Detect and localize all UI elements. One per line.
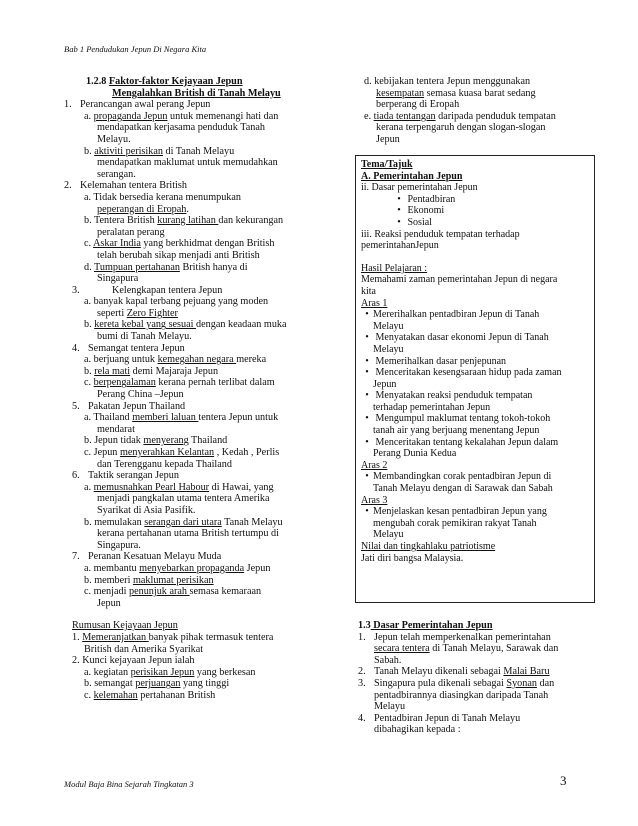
- bullet-item-cont: Melayu: [373, 343, 404, 355]
- syllabus-box: [355, 155, 595, 603]
- bullet-item-cont: Perang Dunia Kedua: [373, 448, 457, 460]
- bullet-icon: •: [365, 436, 369, 448]
- bullet-icon: •: [365, 506, 369, 518]
- list-item-cont: Sabah.: [374, 654, 402, 666]
- list-item-cont: mendapatkan kerjasama penduduk Tanah: [97, 122, 265, 134]
- list-item-cont: Perang China –Jepun: [97, 389, 184, 401]
- list-item: c. Jepun menyerahkan Kelantan , Kedah , Perlis: [84, 447, 280, 458]
- theme-a-title: A. Pemerintahan Jepun: [361, 170, 463, 182]
- list-item-cont: mendarat: [97, 423, 135, 435]
- list-item: 4. Semangat tentera Jepun: [72, 342, 185, 354]
- values-title: Nilai dan tingkahlaku patriotisme: [361, 541, 496, 552]
- list-item: 4. Pentadbiran Jepun di Tanah Melayu: [358, 712, 521, 724]
- bullet-item: • Menceritakan tentang kekalahan Jepun dalam: [361, 437, 589, 449]
- list-item-cont: Singapura: [97, 273, 139, 285]
- list-item-cont: Singapura.: [97, 539, 141, 551]
- summary-title: Rumusan Kejayaan Jepun: [72, 620, 178, 632]
- page-number: 3: [560, 773, 567, 788]
- bullet-icon: •: [365, 413, 369, 425]
- list-item: 2. Kelemahan tentera British: [64, 180, 187, 192]
- list-item: b. memberi maklumat perisikan: [84, 574, 214, 586]
- list-item: d. kebijakan tentera Jepun menggunakan: [364, 76, 531, 87]
- list-item: d. Tumpuan pertahanan British hanya di: [84, 261, 248, 273]
- subtopic: ii. Dasar pemerintahan Jepun: [361, 182, 478, 194]
- list-item-cont: seperti Zero Fighter: [97, 307, 178, 319]
- list-item-cont: telah berubah sikap menjadi anti British: [97, 249, 260, 261]
- list-item: a. memusnahkan Pearl Habour di Hawai, yang: [84, 481, 274, 493]
- bullet-item-cont: tanah air yang berjuang menentang Jepun: [373, 425, 540, 437]
- subtopic: iii. Reaksi penduduk tempatan terhadap: [361, 228, 520, 240]
- list-item-cont: dan Terengganu kepada Thailand: [97, 458, 232, 470]
- list-item: b. kereta kebal yang sesuai dengan keadaan muka: [84, 319, 287, 331]
- list-item: 1. Jepun telah memperkenalkan pemerintahan: [358, 631, 551, 643]
- list-item: 6. Taktik serangan Jepun: [72, 470, 179, 482]
- list-item: b. memulakan serangan dari utara Tanah Melayu: [84, 516, 283, 528]
- running-footer: Modul Baja Bina Sejarah Tingkatan 3: [64, 779, 194, 789]
- list-item-cont: peperangan di Eropah.: [97, 203, 189, 215]
- list-item-cont: dibahagikan kepada :: [374, 724, 461, 736]
- list-item-cont: serangan.: [97, 168, 136, 180]
- list-item: c. Askar India yang berkhidmat dengan British: [84, 238, 275, 250]
- bullet-item: • Mererihalkan pentadbiran Jepun di Tanah: [361, 309, 589, 321]
- section-title-line2: Mengalahkan British di Tanah Melayu: [112, 87, 281, 99]
- list-item-cont: kerana pertahanan utama British tertumpu di: [97, 528, 279, 540]
- bullet-item-cont: Jepun: [373, 378, 397, 390]
- list-item: 3. Kelengkapan tentera Jepun: [72, 284, 223, 296]
- bullet-item: • Membandingkan corak pentadbiran Jepun di: [361, 471, 589, 483]
- section-heading: 1.2.8 Faktor-faktor Kejayaan Jepun: [86, 76, 243, 87]
- bullet-item: • Memerihalkan dasar penjepunan: [361, 356, 589, 368]
- list-item: a. Thailand memberi laluan tentera Jepun untuk: [84, 412, 279, 424]
- list-item-cont: bumi di Tanah Melayu.: [97, 331, 192, 343]
- section-1-3: [358, 620, 593, 736]
- bullet-item-cont: Tanah Melayu dengan di Sarawak dan Sabah: [373, 483, 553, 495]
- level-title: Aras 3: [361, 494, 388, 506]
- bullet-icon: •: [365, 471, 369, 483]
- left-column: [64, 76, 334, 701]
- list-item: 1. Perancangan awal perang Jepun: [64, 99, 211, 111]
- bullet-item: • Ekonomi: [361, 205, 589, 217]
- list-item: c. kelemahan pertahanan British: [84, 689, 216, 701]
- bullet-item: • Menjelaskan kesan pentadbiran Jepun yang: [361, 506, 589, 518]
- list-item: b. Jepun tidak menyerang Thailand: [84, 435, 228, 447]
- list-item: 7. Peranan Kesatuan Melayu Muda: [72, 551, 222, 563]
- list-item-cont: kerana terpengaruh dengan slogan-slogan: [376, 122, 546, 134]
- list-item-cont: Melayu: [374, 701, 406, 713]
- bullet-icon: •: [397, 193, 401, 205]
- list-item-cont: Melayu.: [97, 133, 131, 145]
- list-item-cont: Syarikat di Asia Pasifik.: [97, 504, 196, 516]
- bullet-icon: •: [397, 205, 401, 217]
- list-item-cont: berperang di Eropah: [376, 99, 460, 111]
- bullet-item-cont: mengubah corak pemikiran rakyat Tanah: [373, 517, 537, 529]
- bullet-item: • Menyatakan reaksi penduduk tempatan: [361, 390, 589, 402]
- subtopic-cont: pemerintahanJepun: [361, 240, 439, 252]
- list-item: a. membantu menyebarkan propaganda Jepun: [84, 562, 271, 574]
- list-item: a. kegiatan perisikan Jepun yang berkesan: [84, 666, 256, 678]
- list-item-cont: secara tentera di Tanah Melayu, Sarawak dan: [374, 643, 559, 655]
- list-item: b. aktiviti perisikan di Tanah Melayu: [84, 145, 235, 157]
- list-item: a. berjuang untuk kemegahan negara mereka: [84, 354, 267, 366]
- list-item: a. propaganda Jepun untuk memenangi hati dan: [84, 110, 279, 122]
- bullet-icon: •: [365, 355, 369, 367]
- bullet-item: • Sosial: [361, 217, 589, 229]
- list-item: 3. Singapura pula dikenali sebagai Syonan dan: [358, 677, 555, 689]
- list-item-cont: kesempatan semasa kuasa barat sedang: [376, 87, 536, 99]
- bullet-icon: •: [397, 216, 401, 228]
- bullet-item: • Mengumpul maklumat tentang tokoh-tokoh: [361, 413, 589, 425]
- list-item-cont: British dan Amerika Syarikat: [84, 643, 204, 655]
- level-title: Aras 2: [361, 459, 388, 471]
- list-item-cont: Jepun: [376, 133, 400, 145]
- list-item: 1. Memeranjatkan banyak pihak termasuk tentera: [72, 631, 274, 643]
- level-title: Aras 1: [361, 297, 388, 309]
- list-item-cont: peralatan perang: [97, 226, 165, 238]
- theme-title: Tema/Tajuk: [361, 159, 413, 170]
- learning-outcome: Memahami zaman pemerintahan Jepun di negara: [361, 274, 558, 286]
- section-title: Faktor-faktor Kejayaan Jepun: [108, 76, 243, 87]
- running-header: Bab 1 Pendudukan Jepun Di Negara Kita: [64, 44, 207, 54]
- list-item: b. rela mati demi Majaraja Jepun: [84, 365, 219, 377]
- section-heading: 1.3 Dasar Pemerintahan Jepun: [358, 620, 493, 631]
- bullet-item: • Menyatakan dasar ekonomi Jepun di Tanah: [361, 332, 589, 344]
- list-item: a. banyak kapal terbang pejuang yang moden: [84, 296, 269, 308]
- list-item-cont: pentadbirannya diasingkan daripada Tanah: [374, 689, 549, 701]
- list-item: b. Tentera British kurang latihan dan kekurangan: [84, 215, 284, 227]
- values-item: Jati diri bangsa Malaysia.: [361, 552, 464, 564]
- list-item-cont: mendapatkan maklumat untuk memudahkan: [97, 157, 278, 169]
- bullet-item-cont: Melayu: [373, 529, 404, 541]
- learning-outcome-cont: kita: [361, 285, 376, 297]
- list-item: c. berpengalaman kerana pernah terlibat dalam: [84, 377, 275, 389]
- list-item: c. menjadi penunjuk arah semasa kemaraan: [84, 586, 262, 598]
- bullet-icon: •: [365, 332, 369, 344]
- list-item: 2. Tanah Melayu dikenali sebagai Malai Baru: [358, 666, 550, 678]
- bullet-icon: •: [365, 309, 369, 321]
- learning-outcome-title: Hasil Pelajaran :: [361, 262, 428, 274]
- list-item: a. Tidak bersedia kerana menumpukan: [84, 191, 242, 203]
- bullet-icon: •: [365, 367, 369, 379]
- list-item-cont: Jepun: [97, 597, 121, 609]
- bullet-item: • Menceritakan kesengsaraan hidup pada zaman: [361, 367, 589, 379]
- list-item: e. tiada tentangan daripada penduduk tempatan: [364, 110, 556, 122]
- list-item: 2. Kunci kejayaan Jepun ialah: [72, 655, 195, 667]
- list-item: 5. Pakatan Jepun Thailand: [72, 400, 186, 412]
- right-column-top: [358, 76, 590, 146]
- bullet-item-cont: Melayu: [373, 320, 404, 332]
- list-item: b. semangat perjuangan yang tinggi: [84, 678, 230, 690]
- bullet-item: • Pentadbiran: [361, 194, 589, 206]
- bullet-icon: •: [365, 390, 369, 402]
- bullet-item-cont: terhadap pemerintahan Jepun: [373, 401, 491, 413]
- list-item-cont: menjadi pangkalan utama tentera Amerika: [97, 493, 270, 505]
